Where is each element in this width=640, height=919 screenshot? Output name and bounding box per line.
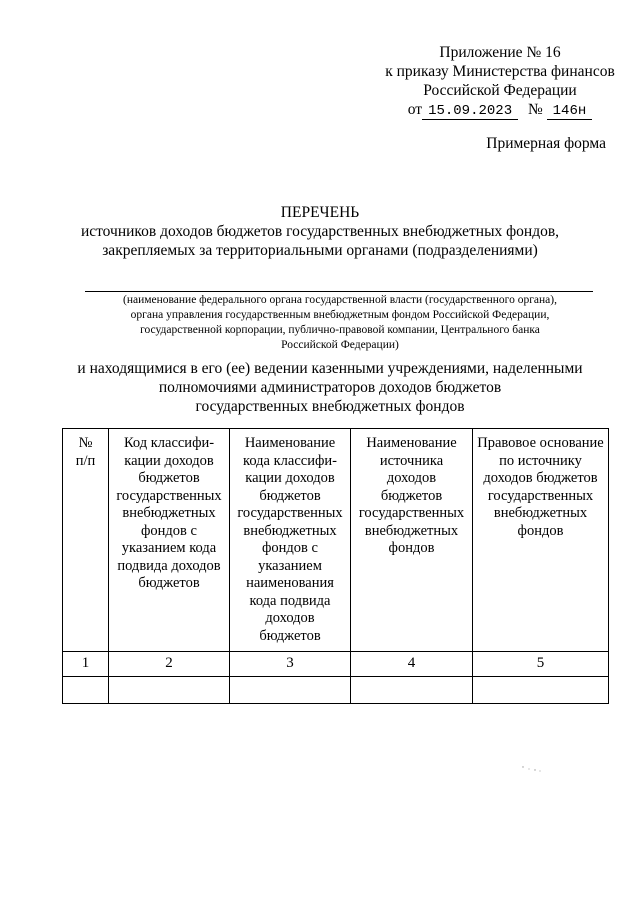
empty-cell (230, 677, 351, 704)
header-text-line: кации доходов (245, 470, 335, 486)
header-text-line: внебюджетных (493, 505, 588, 521)
document-title (0, 203, 640, 260)
header-text-line: внебюджетных (243, 522, 337, 539)
column-number: 3 (230, 652, 351, 677)
header-text-line: внебюджетных (122, 505, 216, 521)
header-text-line: Наименование (244, 435, 336, 451)
header-text-line: Наименование (366, 435, 457, 451)
header-text-line: указанием (258, 557, 322, 574)
appendix-country: Российской Федерации (423, 82, 577, 99)
header-cell (109, 429, 230, 652)
header-text-line: доходов (265, 610, 315, 626)
managed-line-2: полномочиями администраторов доходов бюджетов (158, 379, 502, 396)
header-text-line: внебюджетных (364, 522, 459, 539)
column-number: 2 (109, 652, 230, 677)
org-name-caption (60, 293, 620, 353)
header-text-line: бюджетов (259, 487, 321, 504)
org-caption-line-2: органа управления государственным внебюджетным фондом Российской Федерации, (130, 309, 550, 321)
header-text-line: государственных (237, 505, 343, 521)
header-text-line: государственных (487, 487, 594, 504)
header-text-line: Код классифи- (123, 435, 215, 451)
column-number-row (63, 652, 609, 677)
title-line-1: источников доходов бюджетов государственных внебюджетных фондов, (80, 223, 560, 240)
empty-cell (109, 677, 230, 704)
appendix-order: к приказу Министерства финансов (385, 63, 615, 80)
form-type: Примерная форма (486, 135, 606, 152)
title-heading: ПЕРЕЧЕНЬ (280, 204, 360, 221)
header-text-line: кода классифи- (243, 452, 337, 469)
header-text-line: фондов с (262, 540, 318, 556)
header-text-line: кации доходов (124, 452, 214, 469)
column-number: 1 (63, 652, 109, 677)
header-text-line: по источнику (499, 452, 582, 469)
header-text-line: доходов (386, 470, 437, 486)
order-number: 146н (547, 103, 593, 120)
header-text-line: кода подвида (249, 592, 331, 609)
header-text-line: наименования (246, 575, 334, 591)
header-text-line: указанием кода (121, 540, 217, 556)
header-cell (230, 429, 351, 652)
header-text-line: бюджетов (259, 627, 321, 644)
appendix-date-line (350, 100, 640, 121)
title-line-2: закрепляемых за территориальными органами (подразделениями) (102, 242, 538, 259)
scan-speck (520, 765, 542, 773)
table-header-row (63, 429, 609, 652)
org-caption-line-3: государственной корпорации, публично-правовой компании, Центрального банка (140, 324, 540, 336)
org-caption-line-1: (наименование федерального органа государственной власти (государственного органа), (122, 294, 557, 306)
header-text-line: фондов с (141, 522, 197, 539)
header-cell (473, 429, 609, 652)
managed-institutions-text (40, 359, 620, 416)
order-date: 15.09.2023 (422, 103, 518, 120)
managed-line-1: и находящимися в его (ее) ведении казенными учреждениями, наделенными (77, 360, 583, 377)
header-text-line: подвида доходов (117, 557, 221, 574)
header-text-line: государственных (116, 487, 222, 504)
header-text-line: источника (379, 452, 444, 469)
empty-data-row (63, 677, 609, 704)
empty-cell (473, 677, 609, 704)
appendix-number: Приложение № 16 (439, 44, 561, 61)
header-text-line: № (78, 435, 93, 451)
empty-cell (63, 677, 109, 704)
header-text-line: доходов бюджетов (483, 470, 598, 486)
header-cell (63, 429, 109, 652)
column-number: 4 (351, 652, 473, 677)
managed-line-3: государственных внебюджетных фондов (195, 398, 465, 415)
number-prefix: № (527, 101, 543, 118)
header-text-line: фондов (517, 522, 564, 539)
header-text-line: бюджетов (380, 487, 443, 504)
header-cell (351, 429, 473, 652)
sources-table (62, 428, 609, 704)
empty-cell (351, 677, 473, 704)
date-prefix: от (407, 101, 423, 118)
org-name-fill-line (85, 291, 593, 292)
org-caption-line-4: Российской Федерации) (281, 339, 399, 351)
appendix-header (350, 43, 640, 121)
header-text-line: бюджетов (138, 470, 200, 486)
header-text-line: бюджетов (138, 575, 200, 591)
header-text-line: п/п (75, 452, 96, 469)
header-text-line: государственных (358, 505, 465, 521)
column-number: 5 (473, 652, 609, 677)
header-text-line: Правовое основание (477, 435, 604, 451)
header-text-line: фондов (388, 540, 435, 556)
